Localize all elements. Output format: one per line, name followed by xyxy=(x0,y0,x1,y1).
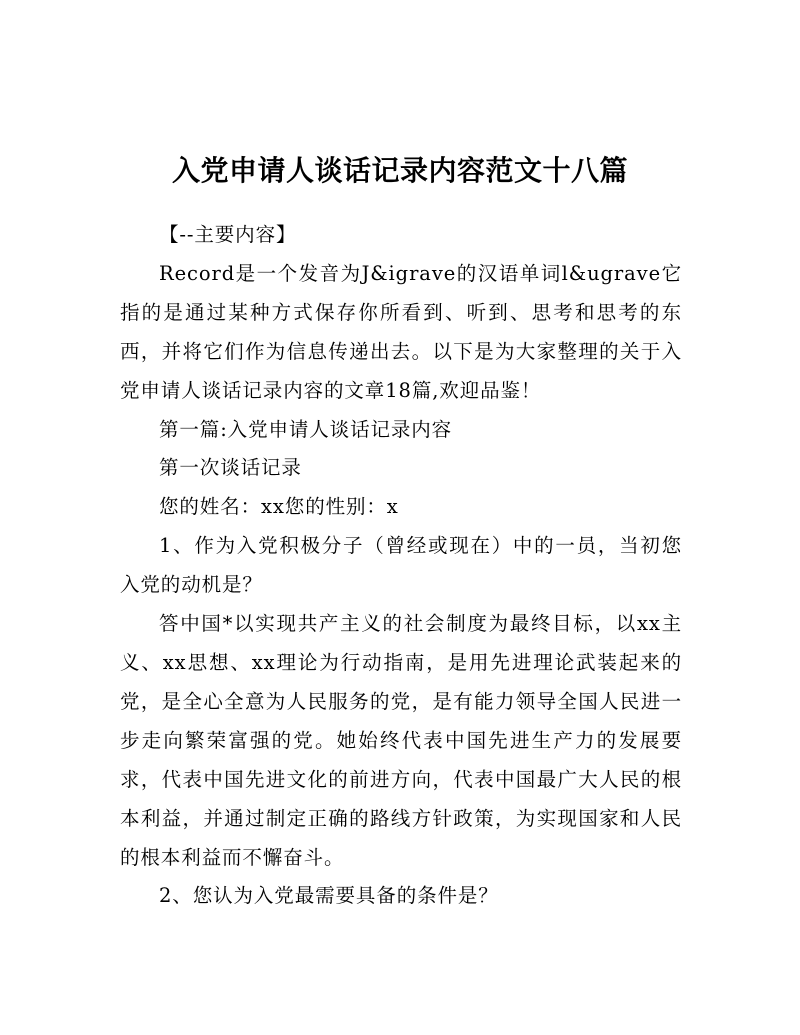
intro-paragraph: Record是一个发音为J&igrave的汉语单词l&ugrave它指的是通过某种方式保存你所看到、听到、思考和思考的东西，并将它们作为信息传递出去。以下是为大家整理的关于入党申请人谈话记录内容的文章18篇,欢迎品鉴！ xyxy=(120,261,682,402)
name-gender-line: 您的姓名：xx您的性别：x xyxy=(159,495,399,519)
document-title: 入党申请人谈话记录内容范文十八篇 xyxy=(171,153,628,187)
question-2: 2、您认为入党最需要具备的条件是？ xyxy=(159,884,499,908)
document-body xyxy=(120,216,682,916)
record-heading: 第一次谈话记录 xyxy=(159,456,302,480)
question-1: 1、作为入党积极分子（曾经或现在）中的一员，当初您入党的动机是？ xyxy=(120,534,682,597)
section-heading: 第一篇:入党申请人谈话记录内容 xyxy=(159,417,453,441)
answer-1: 答中国*以实现共产主义的社会制度为最终目标，以xx主义、xx思想、xx理论为行动指南，是用先进理论武装起来的党，是全心全意为人民服务的党，是有能力领导全国人民进一步走向繁荣富强的党。她始终代表中国先进生产力的发展要求，代表中国先进文化的前进方向，代表中国最广大人民的根本利益，并通过制定正确的路线方针政策，为实现国家和人民的根本利益而不懈奋斗。 xyxy=(120,612,682,869)
summary-heading: 【--主要内容】 xyxy=(159,223,297,246)
